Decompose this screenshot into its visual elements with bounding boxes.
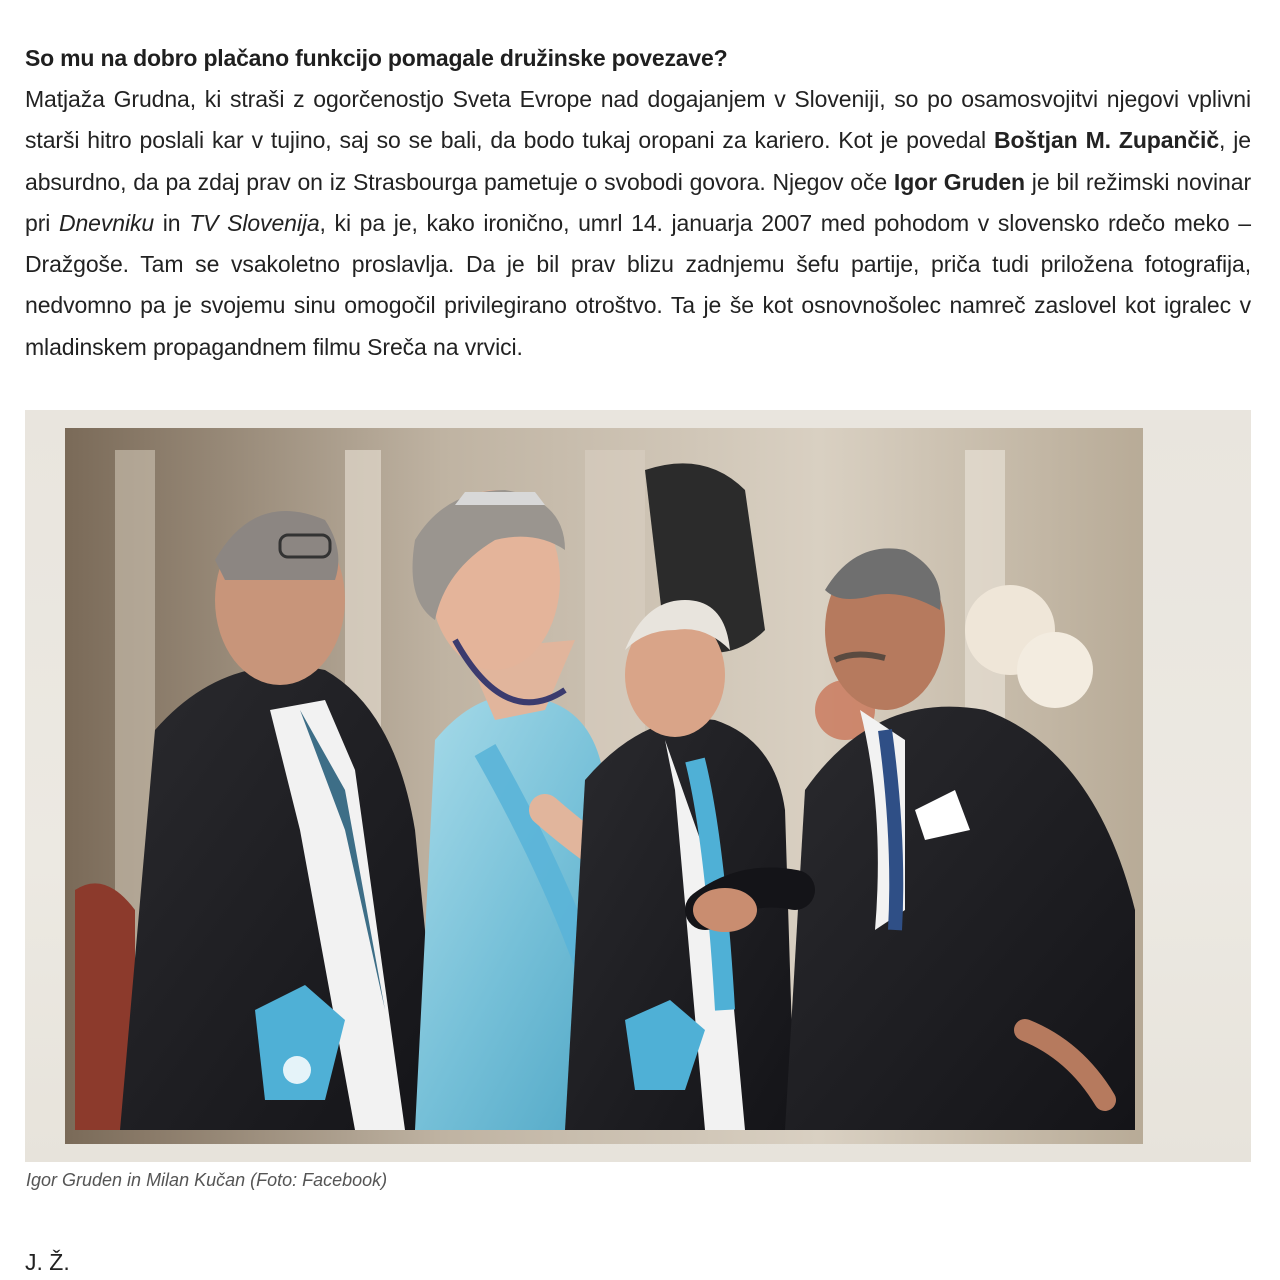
- photo-illustration: [25, 410, 1251, 1162]
- photo-caption: Igor Gruden in Milan Kučan (Foto: Facebook): [26, 1170, 388, 1190]
- paragraph-text-2: , je absurdno, da pa zdaj prav on iz Strasbourga pametuje o svobodi govora. Njegov oče: [25, 127, 1251, 195]
- name-igor-gruden: Igor Gruden: [893, 168, 1025, 195]
- article-paragraph: [25, 79, 1251, 368]
- article-heading: So mu na dobro plačano funkcijo pomagale družinske povezave?: [25, 45, 728, 71]
- paragraph-text-3: je bil režimski novinar pri: [25, 168, 1251, 236]
- photograph: [25, 410, 1251, 1162]
- name-bostjan-zupancic: Boštjan M. Zupančič: [993, 127, 1220, 154]
- article-body: [25, 38, 1251, 368]
- paragraph-text-5: , ki pa je, kako ironično, umrl 14. januarja 2007 med pohodom v slovensko rdečo meko – Dražgoše. Tam se vsakoletno proslavlja. Da je bil prav blizu zadnjemu šefu partije, priča tudi priložena fotografija, nedvomno pa je svojemu sinu omogočil privilegirano otroštvo. Ta je še kot osnovnošolec namreč zaslovel kot igralec v mladinskem propagandnem filmu Sreča na vrvici.: [25, 209, 1251, 360]
- paragraph-text-1: Matjaža Grudna, ki straši z ogorčenostjo Sveta Evrope nad dogajanjem v Sloveniji, so po osamosvojitvi njegovi vplivni starši hitro poslali kar v tujino, saj so se bali, da bodo tukaj oropani za kariero. Kot je povedal: [25, 86, 1251, 154]
- outlet-tv-slovenija: TV Slovenija: [189, 209, 320, 236]
- article-figure: [25, 410, 1251, 1162]
- author-signature: J. Ž.: [25, 1249, 70, 1275]
- paragraph-text-4: in: [154, 209, 190, 236]
- outlet-dnevnik: Dnevniku: [58, 209, 155, 236]
